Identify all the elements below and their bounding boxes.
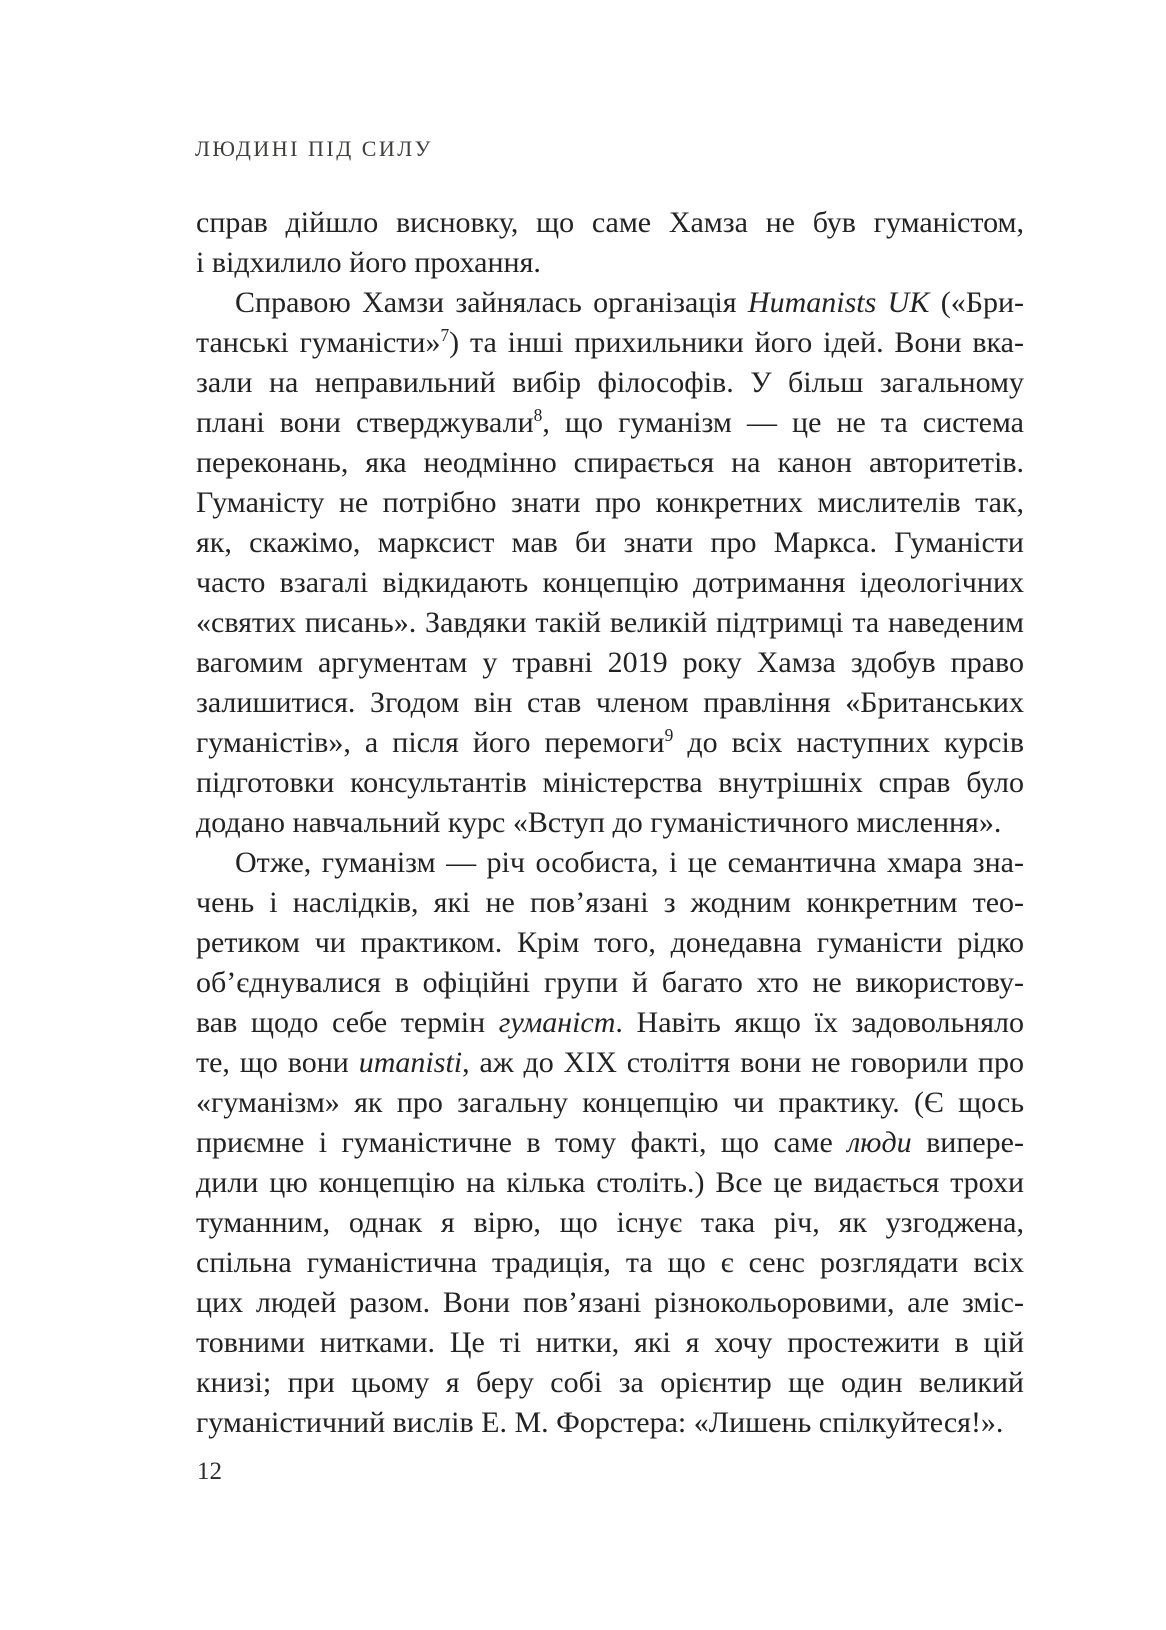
paragraph [196,283,1024,843]
text-line: гуманістичний вислів Е. М. Форстера: «Лишень спілкуйтеся!». [196,1406,1004,1439]
body-text [196,203,1024,1443]
text-line: цих людей разом. Вони пов’язані різнокольоровими, але зміс- [196,1286,1024,1319]
text-line: те, що вони umanisti, аж до XIX століття вони не говорили про [196,1046,1024,1079]
text-line: «гуманізм» як про загальну концепцію чи практику. (Є щось [196,1086,1024,1119]
text-line: залишитися. Згодом він став членом правління «Британських [196,686,1024,719]
text-line: спільна гуманістична традиція, та що є сенс розглядати всіх [196,1246,1024,1279]
page-number: 12 [197,1458,222,1485]
text-line: справ дійшло висновку, що саме Хамза не був гуманістом, [196,206,1024,239]
text-line: гуманістів», а після його перемоги$^9$ до всіх наступних курсів [196,725,1024,759]
paragraph [196,843,1024,1443]
text-line: переконань, яка неодмінно спирається на канон авторитетів. [196,446,1024,479]
text-line: вав щодо себе термін гуманіст. Навіть якщо їх задовольняло [196,1006,1024,1039]
text-line: приємне і гуманістичне в тому факті, що саме люди випере- [196,1126,1024,1159]
text-line: плані вони стверджували$^8$, що гуманізм — це не та система [196,405,1025,439]
text-line: вагомим аргументам у травні 2019 року Хамза здобув право [196,646,1024,679]
text-line: дили цю концепцію на кілька століть.) Все це видається трохи [196,1166,1024,1199]
text-line: як, скажімо, марксист мав би знати про Маркса. Гуманісти [196,526,1024,559]
text-line: Гуманісту не потрібно знати про конкретних мислителів так, [196,486,1024,519]
text-line: товними нитками. Це ті нитки, які я хочу простежити в цій [196,1326,1024,1359]
text-line: додано навчальний курс «Вступ до гуманістичного мислення». [196,806,1002,839]
text-line: туманним, однак я вірю, що існує така річ, як узгоджена, [196,1206,1024,1239]
text-line: книзі; при цьому я беру собі за орієнтир ще один великий [196,1366,1024,1399]
text-line: зали на неправильний вибір філософів. У більш загальному [196,366,1024,399]
text-line: танські гуманісти»$^7$) та інші прихильники його ідей. Вони вка- [196,325,1024,359]
text-line: підготовки консультантів міністерства внутрішніх справ було [196,766,1024,799]
text-line: часто взагалі відкидають концепцію дотримання ідеологічних [196,566,1024,599]
text-line: ретиком чи практиком. Крім того, донедавна гуманісти рідко [196,926,1024,959]
paragraph [196,203,1024,283]
text-line: «святих писань». Завдяки такій великій підтримці та наведеним [196,606,1024,639]
text-line: чень і наслідків, які не пов’язані з жодним конкретним тео- [196,886,1024,919]
text-line: об’єднувалися в офіційні групи й багато хто не використову- [196,966,1024,999]
running-header: ЛЮДИНІ ПІД СИЛУ [195,136,433,161]
text-line: Справою Хамзи зайнялась організація Humanists UK («Бри- [235,286,1024,319]
text-line: і відхилило його прохання. [196,246,541,279]
text-line: Отже, гуманізм — річ особиста, і це семантична хмара зна- [235,846,1024,879]
